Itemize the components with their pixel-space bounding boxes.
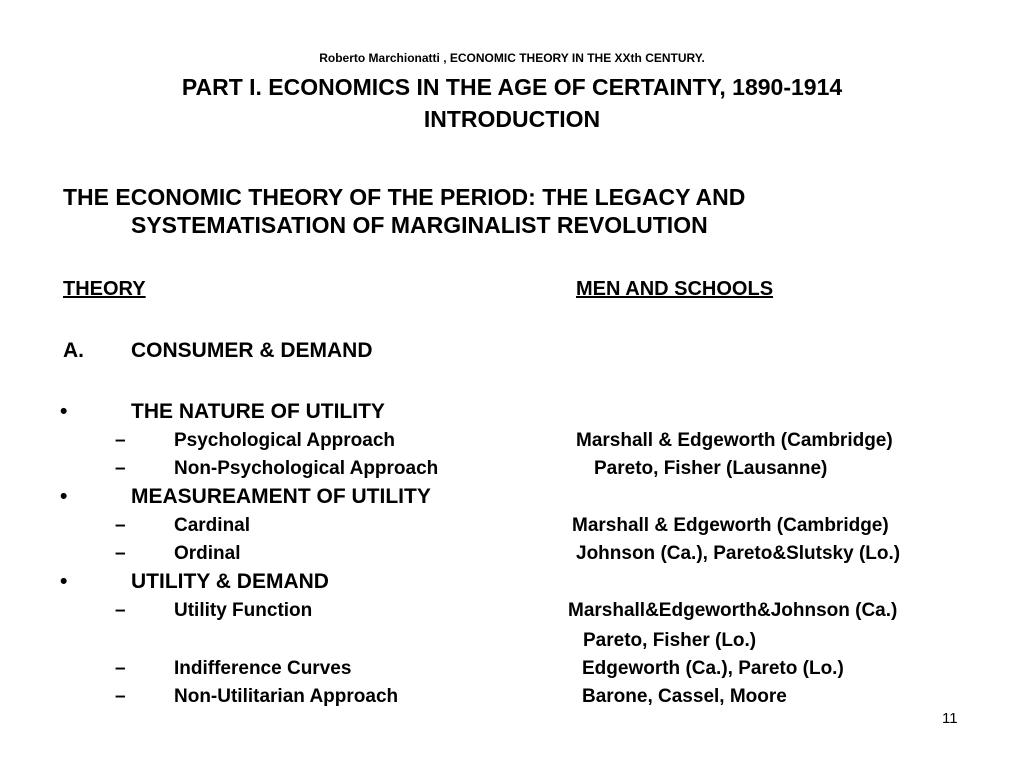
men-utility-function: Marshall&Edgeworth&Johnson (Ca.): [568, 600, 898, 621]
bullet-marker: •: [60, 400, 68, 423]
men-non-utilitarian-approach: Barone, Cassel, Moore: [582, 686, 787, 707]
dash-marker: –: [115, 658, 126, 679]
men-ordinal: Johnson (Ca.), Pareto&Slutsky (Lo.): [576, 543, 901, 564]
slide-subtitle: Roberto Marchionatti , ECONOMIC THEORY IN THE XXth CENTURY.: [319, 51, 705, 65]
list-item-indifference-curves: Indifference Curves: [174, 658, 352, 679]
list-item-utility-and-demand: UTILITY & DEMAND: [131, 570, 329, 593]
dash-marker: –: [115, 543, 126, 564]
slide-title-line-1: PART I. ECONOMICS IN THE AGE OF CERTAINTY, 1890-1914: [181, 74, 843, 100]
list-item-cardinal: Cardinal: [174, 515, 251, 536]
dash-marker: –: [115, 600, 126, 621]
dash-marker: –: [115, 686, 126, 707]
list-item-nature-of-utility: THE NATURE OF UTILITY: [131, 400, 385, 423]
column-header-men-and-schools: MEN AND SCHOOLS: [576, 278, 774, 300]
list-item-psychological-approach: Psychological Approach: [174, 430, 396, 451]
dash-marker: –: [115, 458, 126, 479]
page-number: 11: [942, 710, 958, 727]
section-heading-line-1: THE ECONOMIC THEORY OF THE PERIOD: THE LEGACY AND: [63, 184, 746, 210]
men-utility-function-continued: Pareto, Fisher (Lo.): [583, 630, 757, 651]
list-item-measurement-of-utility: MEASUREAMENT OF UTILITY: [131, 485, 431, 508]
section-heading-line-2: SYSTEMATISATION OF MARGINALIST REVOLUTION: [131, 212, 708, 238]
list-item-non-psychological-approach: Non-Psychological Approach: [174, 458, 439, 479]
men-cardinal: Marshall & Edgeworth (Cambridge): [572, 515, 889, 536]
dash-marker: –: [115, 515, 126, 536]
column-header-theory: THEORY: [63, 278, 146, 300]
list-item-non-utilitarian-approach: Non-Utilitarian Approach: [174, 686, 399, 707]
bullet-marker: •: [60, 485, 68, 508]
slide-title-line-2: INTRODUCTION: [423, 106, 601, 132]
dash-marker: –: [115, 430, 126, 451]
section-label: CONSUMER & DEMAND: [131, 339, 373, 362]
bullet-marker: •: [60, 570, 68, 593]
list-item-utility-function: Utility Function: [174, 600, 313, 621]
men-psychological-approach: Marshall & Edgeworth (Cambridge): [576, 430, 893, 451]
section-marker: A.: [63, 339, 84, 362]
men-non-psychological-approach: Pareto, Fisher (Lausanne): [594, 458, 828, 479]
men-indifference-curves: Edgeworth (Ca.), Pareto (Lo.): [582, 658, 844, 679]
list-item-ordinal: Ordinal: [174, 543, 241, 564]
